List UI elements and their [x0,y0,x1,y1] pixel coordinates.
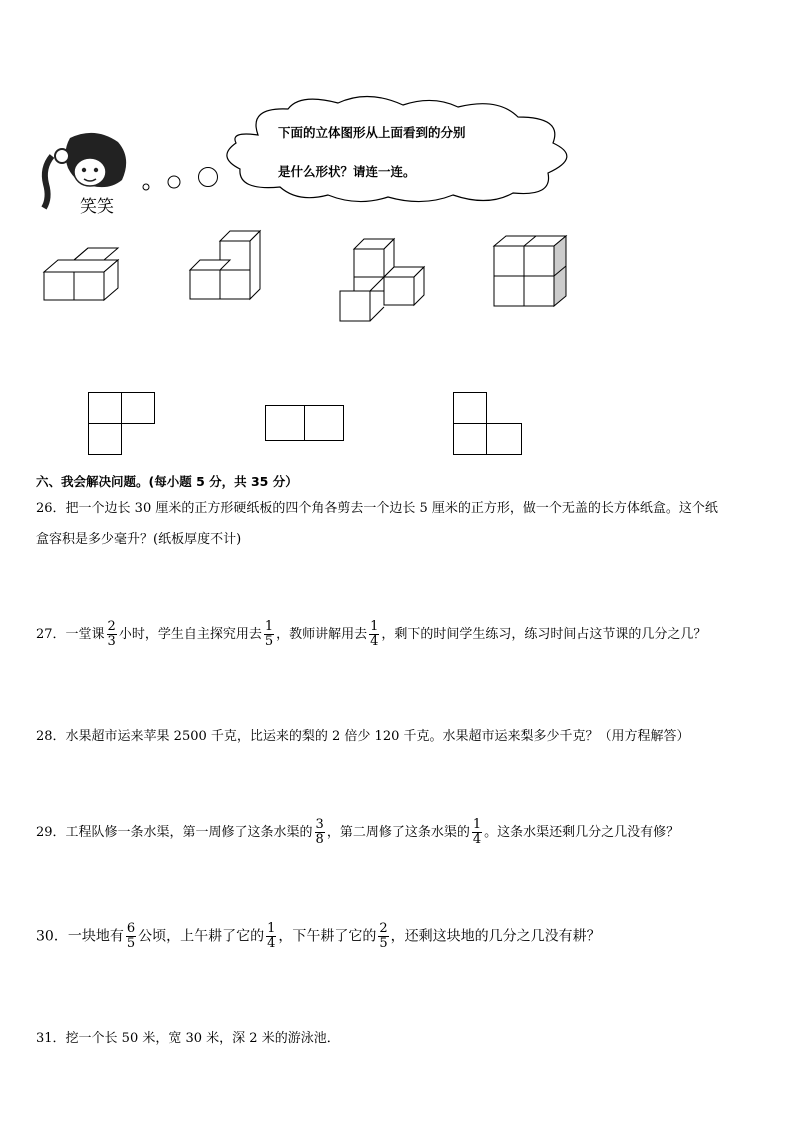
top-view-1 [88,392,158,457]
question-27: 27．一堂课 $\frac{2}{3}$ 小时，学生自主探究用去 $\frac{1}{5}$ ，教师讲解用去 $\frac{1}{4}$ ，剩下的时间学生练习，练习时间占这节课的几分之几？ [36,619,707,649]
solid-figure-3 [336,235,436,325]
question-29: 29．工程队修一条水渠，第一周修了这条水渠的 $\frac{3}{8}$ ，第二周修了这条水渠的 $\frac{1}{4}$ 。这条水渠还剩几分之几没有修？ [36,817,680,847]
speech-cloud-icon [218,95,583,205]
fraction: $\frac{1}{4}$ [370,619,379,649]
solid-figure-2 [186,225,276,305]
top-view-3 [453,392,525,457]
solid-figure-1 [40,240,130,305]
question-26-line-1: 26．把一个边长 30 厘米的正方形硬纸板的四个角各剪去一个边长 5 厘米的正方形，做一个无盖的长方体纸盒。这个纸 [36,501,718,516]
question-31: 31．挖一个长 50 米，宽 30 米，深 2 米的游泳池． [36,1031,340,1046]
fraction: $\frac{2}{3}$ [107,619,116,649]
thought-bubbles-icon [140,165,220,195]
solid-figure-4 [490,232,575,312]
question-30: 30．一块地有 $\frac{6}{5}$ 公顷，上午耕了它的 $\frac{1}{4}$ ，下午耕了它的 $\frac{2}{5}$ ，还剩这块地的几分之几没有耕？ [36,921,601,951]
fraction: $\frac{6}{5}$ [126,921,136,951]
speech-line-2: 是什么形状？请连一连。 [278,164,416,179]
fraction: $\frac{2}{5}$ [379,921,388,951]
fraction: $\frac{3}{8}$ [315,817,324,847]
fraction: $\frac{1}{4}$ [267,921,276,951]
section-heading: 六、我会解决问题。(每小题 5 分，共 35 分） [36,474,298,489]
fraction: $\frac{1}{5}$ [264,619,274,649]
character-name: 笑笑 [80,197,114,217]
question-26-line-2: 盒容积是多少毫升？(纸板厚度不计) [36,532,242,547]
top-view-2 [265,405,347,443]
speech-line-1: 下面的立体图形从上面看到的分别 [278,125,466,140]
fraction: $\frac{1}{4}$ [472,817,482,847]
question-28: 28．水果超市运来苹果 2500 千克，比运来的梨的 2 倍少 120 千克。水果超市运来梨多少千克？（用方程解答） [36,729,690,744]
